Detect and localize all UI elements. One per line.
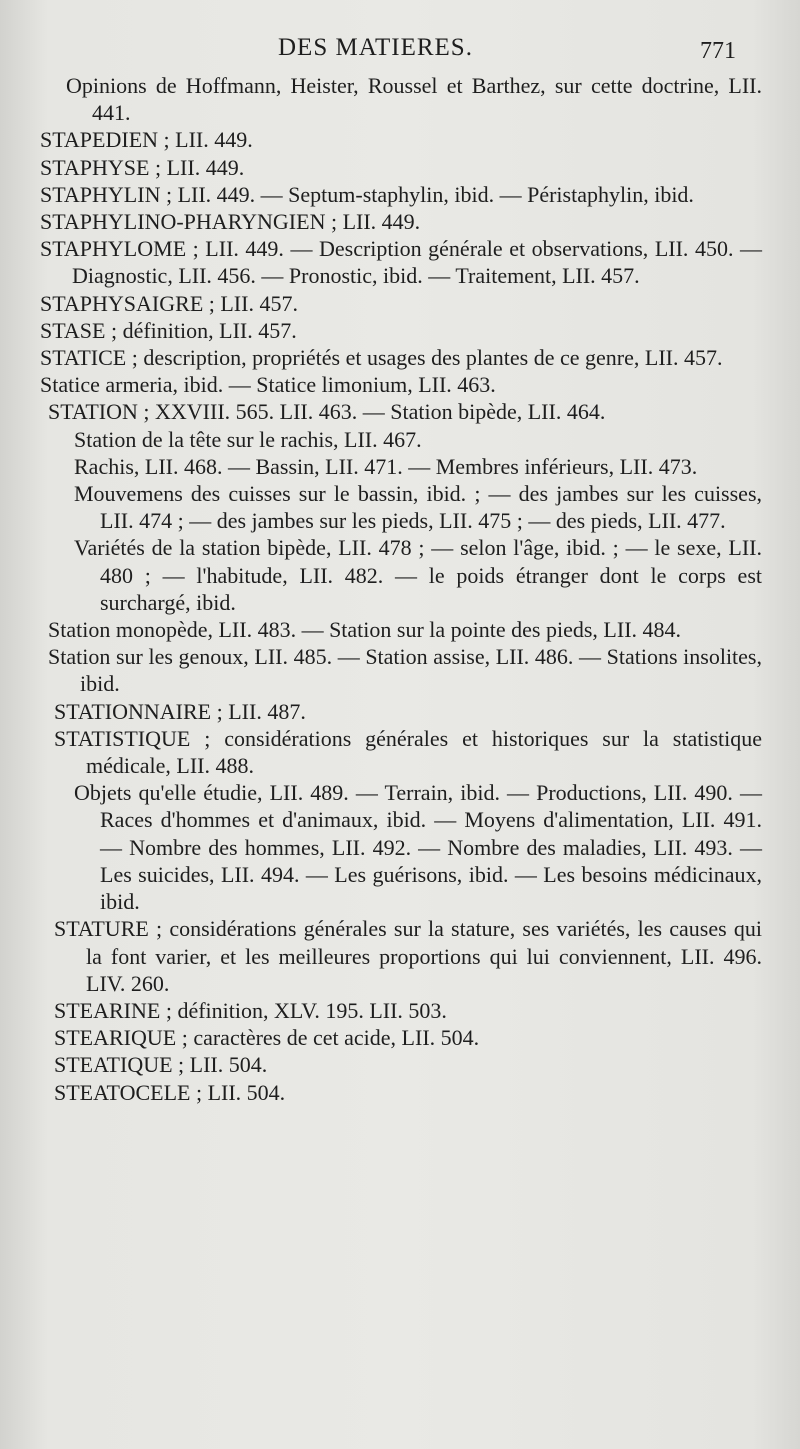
- index-entry-station-genoux: Station sur les genoux, LII. 485. — Station assise, LII. 486. — Stations insolites, ibid.: [48, 644, 762, 697]
- index-entry-rachis: Rachis, LII. 468. — Bassin, LII. 471. — Membres inférieurs, LII. 473.: [74, 453, 698, 479]
- index-entry-statistique: STATISTIQUE ; considérations générales et historiques sur la statistique médicale, LII. 488.: [54, 725, 762, 779]
- page-number: 771: [700, 38, 736, 64]
- index-entry-statice-armeria: Statice armeria, ibid. — Statice limonium, LII. 463.: [40, 372, 496, 398]
- index-entry-objets: Objets qu'elle étudie, LII. 489. — Terrain, ibid. — Productions, LII. 490. — Races d'hommes et d'animaux, ibid. — Moyens d'alimentation, LII. 491. — Nombre des hommes, LII. 492. — Nombre des maladies, LII. 493. — Les suicides, LII. 494. — Les guérisons, ibid. — Les besoins médicinaux, ibid.: [74, 780, 762, 915]
- index-entry-staphylino-pharyngien: STAPHYLINO-PHARYNGIEN ; LII. 449.: [40, 209, 421, 235]
- index-entry-staphylome: STAPHYLOME ; LII. 449. — Description générale et observations, LII. 450. — Diagnostic, LII. 456. — Pronostic, ibid. — Traitement, LII. 457.: [40, 236, 762, 289]
- index-entry-station-monopede: Station monopède, LII. 483. — Station sur la pointe des pieds, LII. 484.: [48, 617, 682, 643]
- index-entries: [40, 72, 762, 1106]
- index-entry-mouvemens: Mouvemens des cuisses sur le bassin, ibid. ; — des jambes sur les cuisses, LII. 474 ; — des jambes sur les pieds, LII. 475 ; — des pieds, LII. 477.: [74, 481, 762, 534]
- running-head: [0, 34, 800, 68]
- index-entry-stationnaire: STATIONNAIRE ; LII. 487.: [54, 698, 306, 724]
- index-entry-stase: STASE ; définition, LII. 457.: [40, 317, 297, 343]
- index-entry-staphysaigre: STAPHYSAIGRE ; LII. 457.: [40, 290, 298, 316]
- index-entry-staphyse: STAPHYSE ; LII. 449.: [40, 154, 245, 180]
- running-title: DES MATIERES.: [278, 34, 473, 61]
- index-entry-opinions-hoffmann: Opinions de Hoffmann, Heister, Roussel et Barthez, sur cette doctrine, LII. 441.: [66, 73, 762, 126]
- index-entry-statice: STATICE ; description, propriétés et usages des plantes de ce genre, LII. 457.: [40, 345, 723, 371]
- index-entry-varietes: Variétés de la station bipède, LII. 478 ; — selon l'âge, ibid. ; — le sexe, LII. 480 ; — l'habitude, LII. 482. — le poids étranger dont le corps est surchargé, ibid.: [74, 535, 762, 615]
- index-entry-stature: STATURE ; considérations générales sur la stature, ses variétés, les causes qui la font varier, et les meilleures proportions qui lui conviennent, LII. 496. LIV. 260.: [54, 916, 762, 996]
- index-entry-stearine: STEARINE ; définition, XLV. 195. LII. 503.: [54, 997, 447, 1023]
- index-entry-stapedien: STAPEDIEN ; LII. 449.: [40, 127, 253, 153]
- index-entry-stearique: STEARIQUE ; caractères de cet acide, LII. 504.: [54, 1025, 480, 1051]
- index-entry-steatique: STEATIQUE ; LII. 504.: [54, 1052, 268, 1078]
- index-entry-station-tete: Station de la tête sur le rachis, LII. 467.: [74, 426, 422, 452]
- index-entry-steatocele: STEATOCELE ; LII. 504.: [54, 1079, 286, 1105]
- index-entry-station: STATION ; XXVIII. 565. LII. 463. — Station bipède, LII. 464.: [48, 399, 606, 425]
- index-entry-staphylin: STAPHYLIN ; LII. 449. — Septum-staphylin, ibid. — Péristaphylin, ibid.: [40, 181, 694, 207]
